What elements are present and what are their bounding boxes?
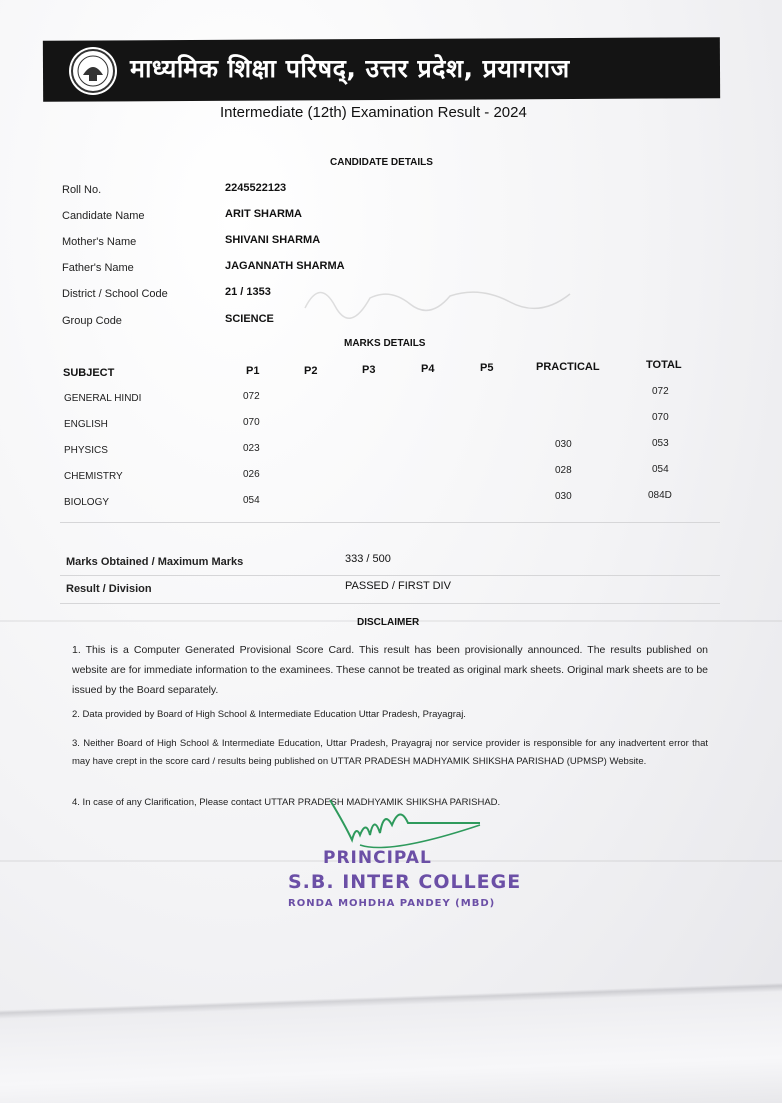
group-code-value: SCIENCE bbox=[225, 313, 274, 325]
exam-title: Intermediate (12th) Examination Result - 2024 bbox=[220, 104, 527, 121]
row-total: 084D bbox=[648, 490, 672, 501]
row-p1: 072 bbox=[243, 391, 260, 402]
row-p1: 070 bbox=[243, 417, 260, 428]
col-p2: P2 bbox=[304, 365, 318, 377]
col-total: TOTAL bbox=[646, 359, 682, 371]
col-p1: P1 bbox=[246, 365, 260, 377]
disclaimer-item-2: 2. Data provided by Board of High School & Intermediate Education Uttar Pradesh, Prayagraj. bbox=[72, 709, 466, 720]
marks-obtained-value: 333 / 500 bbox=[345, 553, 391, 565]
divider bbox=[60, 603, 720, 604]
row-subject: BIOLOGY bbox=[64, 497, 110, 508]
father-name-value: JAGANNATH SHARMA bbox=[225, 260, 345, 272]
row-subject: GENERAL HINDI bbox=[64, 393, 142, 404]
candidate-name-label: Candidate Name bbox=[62, 210, 145, 222]
disclaimer-heading: DISCLAIMER bbox=[357, 617, 420, 628]
candidate-details-heading: CANDIDATE DETAILS bbox=[330, 157, 433, 168]
disclaimer-item-1: 1. This is a Computer Generated Provisional Score Card. This result has been provisionally announced. The results published on website are for immediate information to the examinees. These cannot be treated as original mark sheets. Original mark sheets are to be issued by the Board separately. bbox=[72, 644, 708, 696]
row-total: 070 bbox=[652, 412, 669, 423]
col-p4: P4 bbox=[421, 363, 435, 375]
roll-no-label: Roll No. bbox=[62, 184, 102, 196]
divider bbox=[60, 575, 720, 576]
marks-details-heading: MARKS DETAILS bbox=[344, 338, 426, 349]
stamp-principal: PRINCIPAL bbox=[323, 848, 432, 868]
group-code-label: Group Code bbox=[62, 315, 122, 327]
faint-pencil-signature bbox=[300, 268, 580, 328]
row-practical: 028 bbox=[555, 465, 572, 476]
row-subject: ENGLISH bbox=[64, 419, 108, 430]
stamp-college: S.B. INTER COLLEGE bbox=[288, 871, 522, 893]
row-total: 054 bbox=[652, 464, 669, 475]
row-practical: 030 bbox=[555, 439, 572, 450]
disclaimer-item-3: 3. Neither Board of High School & Intermediate Education, Uttar Pradesh, Prayagraj nor service provider is responsible for any inadvertent error that may have crept in the score card / results being published on UTTAR PRADESH MADHYAMIK SHIKSHA PARISHAD (UPMSP) Website. bbox=[72, 738, 708, 767]
divider bbox=[60, 522, 720, 523]
mother-name-label: Mother's Name bbox=[62, 236, 137, 248]
col-p3: P3 bbox=[362, 364, 376, 376]
candidate-name-value: ARIT SHARMA bbox=[225, 208, 302, 220]
folded-paper-edge bbox=[0, 980, 782, 1103]
row-p1: 023 bbox=[243, 443, 260, 454]
marks-obtained-label: Marks Obtained / Maximum Marks bbox=[66, 556, 244, 568]
board-title: माध्यमिक शिक्षा परिषद्, उत्तर प्रदेश, प्रयागराज bbox=[130, 54, 570, 83]
row-subject: PHYSICS bbox=[64, 445, 108, 456]
school-code-label: District / School Code bbox=[62, 288, 168, 300]
disclaimer-item-4: 4. In case of any Clarification, Please contact UTTAR PRADESH MADHYAMIK SHIKSHA PARISHAD. bbox=[72, 797, 501, 808]
result-division-value: PASSED / FIRST DIV bbox=[345, 580, 451, 592]
row-total: 053 bbox=[652, 438, 669, 449]
row-p1: 054 bbox=[243, 495, 260, 506]
result-division-label: Result / Division bbox=[66, 583, 152, 595]
board-emblem-icon bbox=[67, 45, 119, 97]
school-code-value: 21 / 1353 bbox=[225, 286, 271, 298]
row-subject: CHEMISTRY bbox=[64, 471, 123, 482]
row-practical: 030 bbox=[555, 491, 572, 502]
row-total: 072 bbox=[652, 386, 669, 397]
stamp-address: RONDA MOHDHA PANDEY (MBD) bbox=[288, 898, 496, 909]
col-subject: SUBJECT bbox=[63, 367, 115, 379]
col-practical: PRACTICAL bbox=[536, 361, 600, 373]
row-p1: 026 bbox=[243, 469, 260, 480]
mother-name-value: SHIVANI SHARMA bbox=[225, 234, 321, 246]
father-name-label: Father's Name bbox=[62, 262, 134, 274]
col-p5: P5 bbox=[480, 362, 494, 374]
roll-no-value: 2245522123 bbox=[225, 182, 287, 194]
